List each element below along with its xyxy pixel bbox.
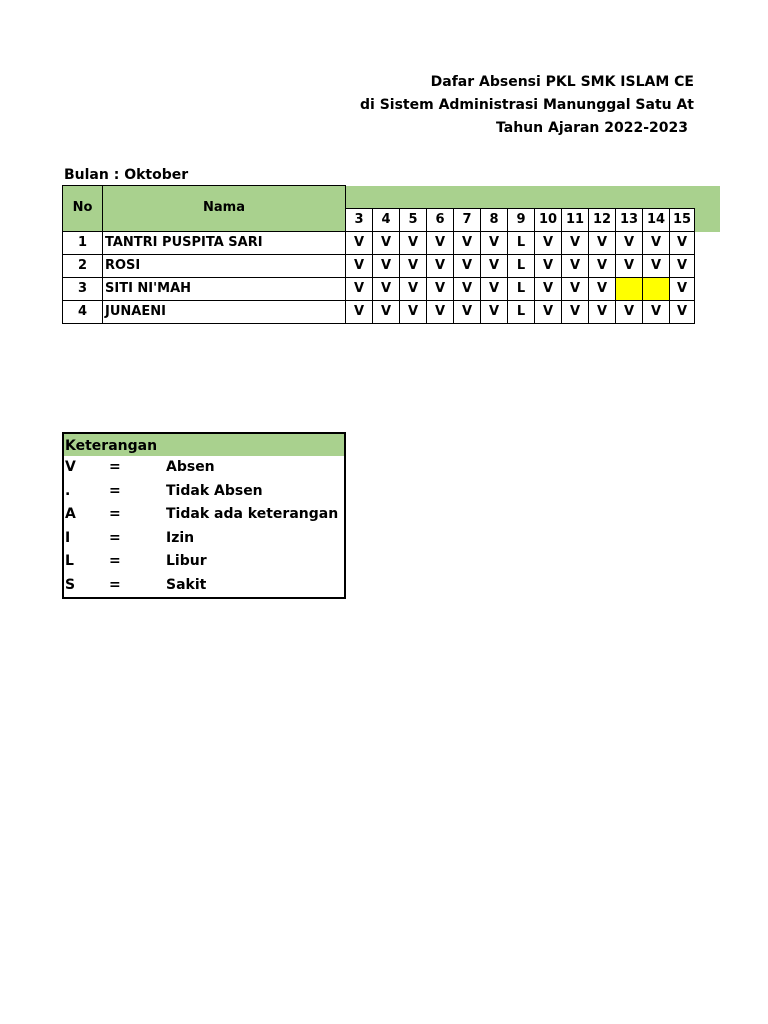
attendance-mark: V xyxy=(454,254,481,277)
attendance-mark: V xyxy=(589,300,616,323)
attendance-mark: V xyxy=(670,277,695,300)
attendance-mark: V xyxy=(670,231,695,254)
column-header-no: No xyxy=(63,186,103,232)
attendance-mark: V xyxy=(454,231,481,254)
month-label: Bulan : Oktober xyxy=(64,167,189,183)
attendance-mark: V xyxy=(562,254,589,277)
day-header: 5 xyxy=(400,208,427,231)
student-name: JUNAENI xyxy=(103,300,346,323)
attendance-mark: V xyxy=(481,300,508,323)
attendance-mark: V xyxy=(427,277,454,300)
day-header: 15 xyxy=(670,208,695,231)
column-header-nama: Nama xyxy=(103,186,346,232)
attendance-mark: V xyxy=(616,231,643,254)
attendance-mark: V xyxy=(670,300,695,323)
attendance-mark: V xyxy=(562,277,589,300)
attendance-mark: V xyxy=(589,277,616,300)
attendance-mark: V xyxy=(589,254,616,277)
attendance-mark: V xyxy=(562,300,589,323)
student-name: TANTRI PUSPITA SARI xyxy=(103,231,346,254)
row-number: 1 xyxy=(63,231,103,254)
attendance-mark: V xyxy=(562,231,589,254)
attendance-mark: V xyxy=(373,254,400,277)
legend-item xyxy=(64,503,344,527)
day-header: 8 xyxy=(481,208,508,231)
attendance-mark: V xyxy=(616,254,643,277)
row-number: 2 xyxy=(63,254,103,277)
legend-equals: = xyxy=(109,529,121,546)
attendance-table xyxy=(62,185,695,324)
table-row xyxy=(63,300,695,323)
legend-equals: = xyxy=(109,482,121,499)
day-header: 4 xyxy=(373,208,400,231)
attendance-mark xyxy=(616,277,643,300)
attendance-mark: V xyxy=(481,231,508,254)
table-row xyxy=(63,231,695,254)
legend-item xyxy=(64,527,344,551)
attendance-mark: V xyxy=(454,277,481,300)
attendance-mark: V xyxy=(400,254,427,277)
legend-description: Tidak Absen xyxy=(166,482,263,499)
attendance-mark: V xyxy=(346,231,373,254)
student-name: ROSI xyxy=(103,254,346,277)
attendance-mark: V xyxy=(616,300,643,323)
day-header: 6 xyxy=(427,208,454,231)
attendance-mark: V xyxy=(427,300,454,323)
attendance-mark: V xyxy=(400,277,427,300)
attendance-mark: V xyxy=(346,277,373,300)
attendance-mark: V xyxy=(400,231,427,254)
attendance-mark: V xyxy=(535,300,562,323)
legend-code: I xyxy=(65,529,71,546)
day-header: 7 xyxy=(454,208,481,231)
attendance-mark: V xyxy=(481,277,508,300)
attendance-mark: V xyxy=(589,231,616,254)
attendance-mark: V xyxy=(427,254,454,277)
attendance-mark: V xyxy=(346,300,373,323)
day-header: 11 xyxy=(562,208,589,231)
legend-description: Sakit xyxy=(166,576,207,593)
legend-code: A xyxy=(65,506,76,522)
legend-equals: = xyxy=(109,506,121,522)
table-row xyxy=(63,254,695,277)
student-name: SITI NI'MAH xyxy=(103,277,346,300)
legend-equals: = xyxy=(109,576,121,593)
legend-box xyxy=(62,432,346,599)
attendance-mark: V xyxy=(427,231,454,254)
attendance-mark: L xyxy=(508,254,535,277)
attendance-mark: V xyxy=(373,277,400,300)
day-header: 9 xyxy=(508,208,535,231)
attendance-mark: L xyxy=(508,300,535,323)
day-header: 13 xyxy=(616,208,643,231)
attendance-mark: V xyxy=(481,254,508,277)
legend-code: S xyxy=(65,576,76,593)
attendance-mark: L xyxy=(508,231,535,254)
legend-list xyxy=(64,456,344,597)
legend-item xyxy=(64,456,344,480)
legend-description: Absen xyxy=(166,459,215,475)
legend-item xyxy=(64,574,344,598)
document-title-block xyxy=(300,72,694,141)
legend-description: Libur xyxy=(166,553,207,569)
day-header: 12 xyxy=(589,208,616,231)
legend-title: Keterangan xyxy=(64,434,344,456)
attendance-mark: V xyxy=(454,300,481,323)
legend-equals: = xyxy=(109,459,121,475)
attendance-mark xyxy=(643,277,670,300)
legend-code: V xyxy=(65,459,76,475)
legend-code: . xyxy=(65,482,71,499)
attendance-mark: V xyxy=(643,300,670,323)
attendance-mark: V xyxy=(373,300,400,323)
table-row xyxy=(63,277,695,300)
legend-code: L xyxy=(65,553,74,569)
attendance-mark: V xyxy=(400,300,427,323)
days-header-blank xyxy=(346,186,695,209)
day-header: 3 xyxy=(346,208,373,231)
attendance-mark: V xyxy=(535,231,562,254)
attendance-mark: V xyxy=(535,277,562,300)
header-row-1 xyxy=(63,186,695,209)
legend-description: Tidak ada keterangan xyxy=(166,506,339,522)
row-number: 3 xyxy=(63,277,103,300)
title-line-2: di Sistem Administrasi Manunggal Satu At xyxy=(360,97,694,113)
attendance-mark: V xyxy=(373,231,400,254)
attendance-mark: V xyxy=(643,231,670,254)
attendance-mark: L xyxy=(508,277,535,300)
attendance-mark: V xyxy=(643,254,670,277)
attendance-mark: V xyxy=(535,254,562,277)
day-header: 14 xyxy=(643,208,670,231)
attendance-mark: V xyxy=(670,254,695,277)
legend-description: Izin xyxy=(166,529,195,546)
attendance-mark: V xyxy=(346,254,373,277)
row-number: 4 xyxy=(63,300,103,323)
title-line-1: Dafar Absensi PKL SMK ISLAM CE xyxy=(430,74,694,90)
day-header: 10 xyxy=(535,208,562,231)
title-line-3: Tahun Ajaran 2022-2023 xyxy=(496,120,688,136)
legend-item xyxy=(64,480,344,504)
legend-equals: = xyxy=(109,553,121,569)
legend-item xyxy=(64,550,344,574)
